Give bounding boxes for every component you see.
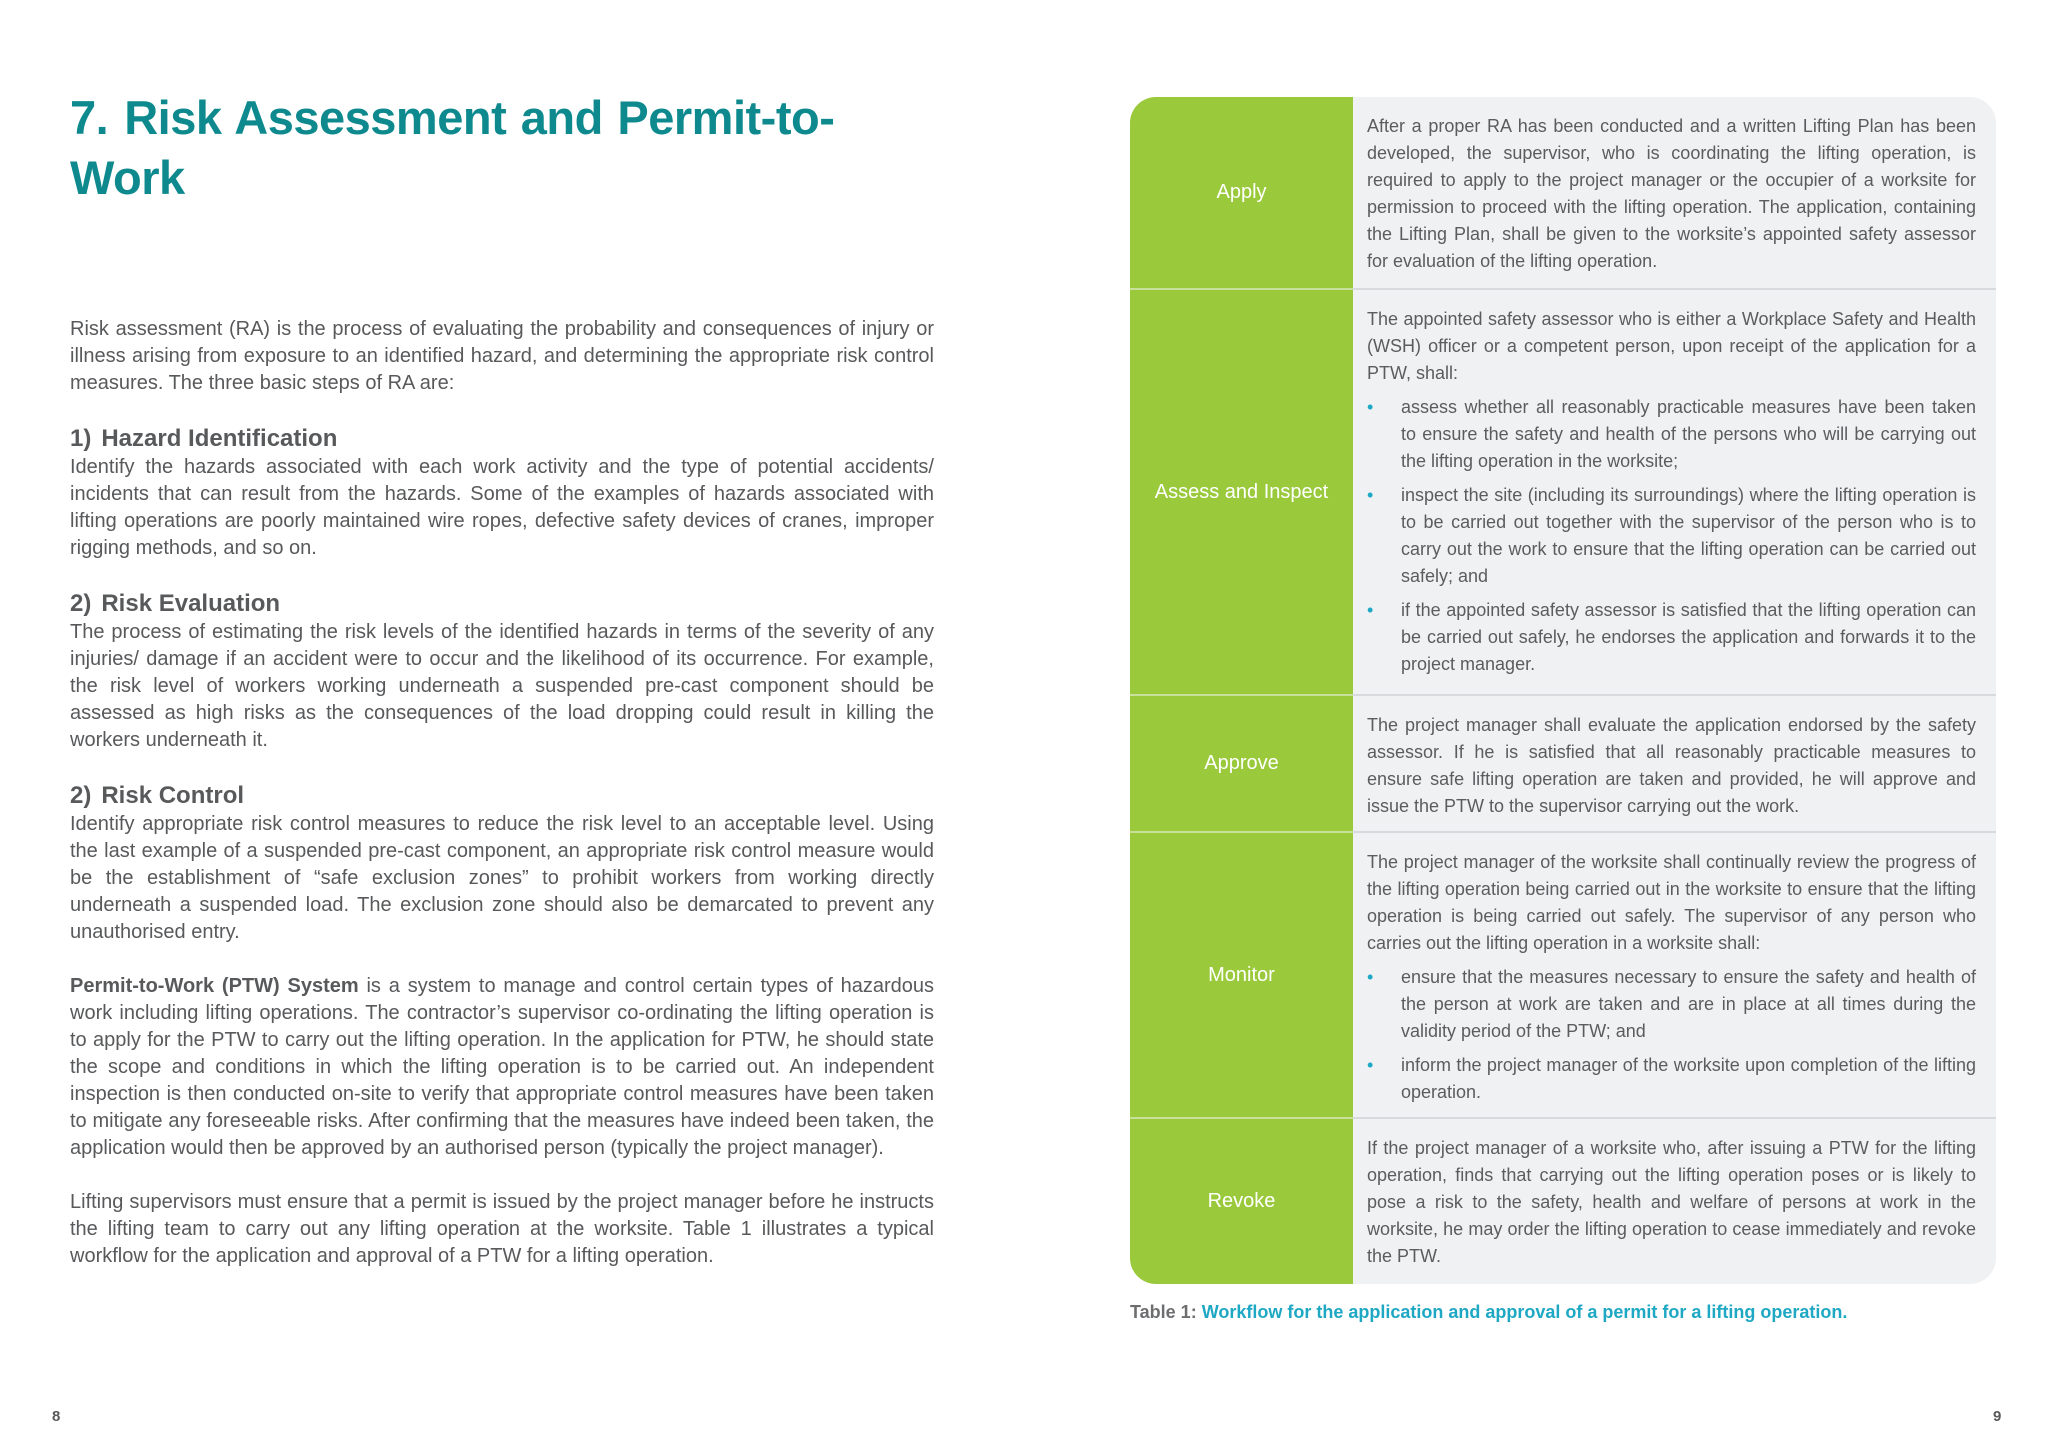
section-risk-evaluation: [70, 589, 934, 754]
ptw-workflow-table: [1130, 97, 1996, 1284]
table-row-apply: [1130, 97, 1996, 290]
title-text: Risk Assessment and Permit-to-Work: [70, 91, 835, 204]
caption-label: Table 1:: [1130, 1302, 1197, 1322]
page-title: [70, 88, 934, 208]
step-label: Apply: [1130, 97, 1353, 290]
section-heading: [70, 589, 934, 619]
step-description: [1353, 1119, 1996, 1284]
list-item-text: ensure that the measures necessary to ensure the safety and health of the person at work are taken and are in place at all times during the validity period of the PTW; and: [1401, 967, 1976, 1041]
list-item: [1367, 394, 1976, 475]
step-text: The appointed safety assessor who is either a Workplace Safety and Health (WSH) officer or a competent person, upon receipt of the application for a PTW, shall:: [1367, 309, 1976, 383]
intro-paragraph: Risk assessment (RA) is the process of evaluating the probability and consequences of injury or illness arising from exposure to an identified hazard, and determining the appropriate risk control measures. The three basic steps of RA are:: [70, 318, 934, 394]
section-title: Risk Evaluation: [101, 590, 281, 617]
section-number: 2): [70, 782, 92, 809]
bullet-icon: •: [1367, 397, 1374, 417]
table-row-revoke: [1130, 1119, 1996, 1284]
step-label: Revoke: [1130, 1119, 1353, 1284]
list-item-text: if the appointed safety assessor is satisfied that the lifting operation can be carried out safely, he endorses the application and forwards it to the project manager.: [1401, 600, 1976, 674]
page-number-left: 8: [52, 1408, 61, 1425]
step-description: [1353, 833, 1996, 1117]
bullet-icon: •: [1367, 967, 1374, 987]
bullet-icon: •: [1367, 1055, 1374, 1075]
list-item: [1367, 964, 1976, 1045]
step-description: [1353, 97, 1996, 288]
section-number: 2): [70, 590, 92, 617]
step-text: The project manager of the worksite shall continually review the progress of the lifting operation being carried out in the worksite to ensure that the lifting operation is being carried out safely. The supervisor of any person who carries out the lifting operation in a worksite shall:: [1367, 852, 1976, 953]
step-label: Monitor: [1130, 833, 1353, 1119]
caption-text: Workflow for the application and approval of a permit for a lifting operation.: [1201, 1302, 1848, 1322]
section-text: Identify the hazards associated with each work activity and the type of potential accidents/ incidents that can result from the hazards. Some of the examples of hazards associated with lifting operations are poorly maintained wire ropes, defective safety devices of cranes, improper rigging methods, and so on.: [70, 456, 934, 559]
table-row-approve: [1130, 696, 1996, 833]
title-number: 7.: [70, 91, 109, 144]
step-description: [1353, 696, 1996, 831]
section-text: Identify appropriate risk control measures to reduce the risk level to an acceptable level. Using the last example of a suspended pre-cast component, an appropriate risk control measure would be the establishment of “safe exclusion zones” to prohibit workers from working directly underneath a suspended load. The exclusion zone should also be demarcated to prevent any unauthorised entry.: [70, 813, 934, 943]
closing-paragraph: Lifting supervisors must ensure that a permit is issued by the project manager before he instructs the lifting team to carry out any lifting operation at the worksite. Table 1 illustrates a typical workflow for the application and approval of a PTW for a lifting operation.: [70, 1191, 934, 1267]
table-caption: [1130, 1302, 1847, 1323]
step-description: [1353, 290, 1996, 694]
step-text: After a proper RA has been conducted and a written Lifting Plan has been developed, the supervisor, who is coordinating the lifting operation, is required to apply to the project manager or the occupier of a worksite for permission to proceed with the lifting operation. The application, containing the Lifting Plan, shall be given to the worksite’s appointed safety assessor for evaluation of the lifting operation.: [1367, 116, 1976, 271]
list-item-text: inspect the site (including its surroundings) where the lifting operation is to be carried out together with the supervisor of the person who is to carry out the work to ensure that the lifting operation can be carried out safely; and: [1401, 485, 1976, 586]
table-row-assess-and-inspect: [1130, 290, 1996, 696]
section-heading: [70, 781, 934, 811]
list-item: [1367, 597, 1976, 678]
table-row-monitor: [1130, 833, 1996, 1119]
ptw-description: is a system to manage and control certain types of hazardous work including lifting operations. The contractor’s supervisor co-ordinating the lifting operation is to apply for the PTW to carry out the lifting operation. In the application for PTW, he should state the scope and conditions in which the lifting operation is to be carried out. An independent inspection is then conducted on-site to verify that appropriate control measures have been taken to mitigate any foreseeable risks. After confirming that the measures have indeed been taken, the application would then be approved by an authorised person (typically the project manager).: [70, 975, 934, 1159]
list-item-text: inform the project manager of the worksite upon completion of the lifting operation.: [1401, 1055, 1976, 1102]
step-label: Approve: [1130, 696, 1353, 833]
page-number-right: 9: [1993, 1408, 2002, 1425]
bullet-icon: •: [1367, 600, 1374, 620]
ptw-paragraph: [70, 973, 934, 1162]
section-title: Hazard Identification: [101, 425, 338, 452]
section-risk-control: [70, 781, 934, 946]
list-item: [1367, 1052, 1976, 1106]
section-heading: [70, 424, 934, 454]
bullet-icon: •: [1367, 485, 1374, 505]
ptw-term: Permit-to-Work (PTW) System: [70, 975, 359, 997]
section-number: 1): [70, 425, 92, 452]
step-text: The project manager shall evaluate the application endorsed by the safety assessor. If he is satisfied that all reasonably practicable measures to ensure safe lifting operation are taken and provided, he will approve and issue the PTW to the supervisor carrying out the work.: [1367, 715, 1976, 816]
list-item: [1367, 482, 1976, 590]
left-page: [70, 88, 934, 1270]
bullet-list: [1367, 394, 1976, 678]
bullet-list: [1367, 964, 1976, 1106]
step-text: If the project manager of a worksite who, after issuing a PTW for the lifting operation, finds that carrying out the lifting operation poses or is likely to pose a risk to the safety, health and welfare of persons at work in the worksite, he may order the lifting operation to cease immediately and revoke the PTW.: [1367, 1138, 1976, 1266]
section-title: Risk Control: [101, 782, 245, 809]
list-item-text: assess whether all reasonably practicable measures have been taken to ensure the safety and health of the persons who will be carrying out the lifting operation in the worksite;: [1401, 397, 1976, 471]
section-text: The process of estimating the risk levels of the identified hazards in terms of the severity of any injuries/ damage if an accident were to occur and the likelihood of its occurrence. For example, the risk level of workers working underneath a suspended pre-cast component should be assessed as high risks as the consequences of the load dropping could result in killing the workers underneath it.: [70, 621, 934, 751]
step-label: Assess and Inspect: [1130, 290, 1353, 696]
section-hazard-identification: [70, 424, 934, 562]
